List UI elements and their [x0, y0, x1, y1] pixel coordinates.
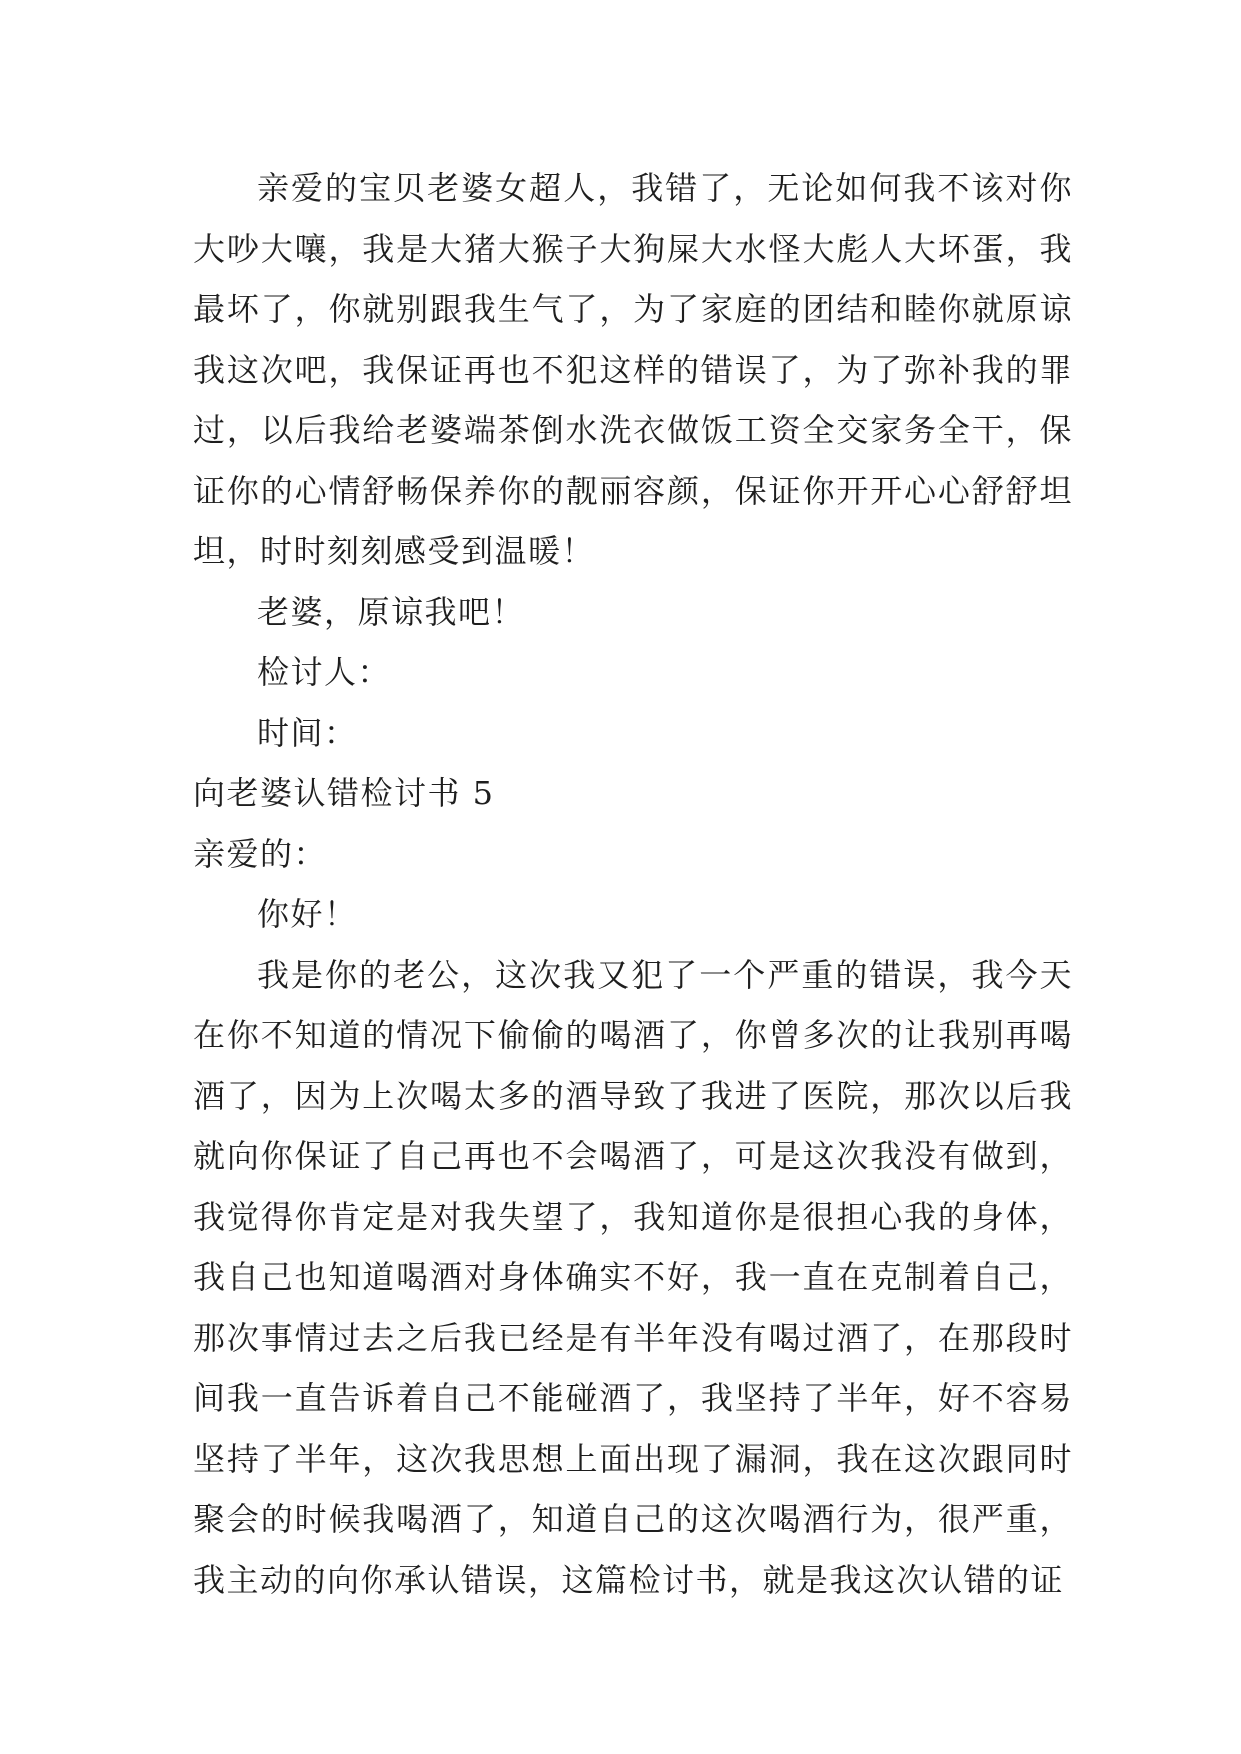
apology-paragraph-2: 我是你的老公，这次我又犯了一个严重的错误，我今天在你不知道的情况下偷偷的喝酒了，你曾多次的让我别再喝酒了，因为上次喝太多的酒导致了我进了医院，那次以后我就向你保证了自己再也不会喝酒了，可是这次我没有做到，我觉得你肯定是对我失望了，我知道你是很担心我的身体，我自己也知道喝酒对身体确实不好，我一直在克制着自己，那次事情过去之后我已经是有半年没有喝过酒了，在那段时间我一直告诉着自己不能碰酒了，我坚持了半年，好不容易坚持了半年，这次我思想上面出现了漏洞，我在这次跟同时聚会的时候我喝酒了，知道自己的这次喝酒行为，很严重，我主动的向你承认错误，这篇检讨书，就是我这次认错的证 [193, 955, 1073, 1599]
document-body [193, 158, 1073, 1610]
greeting: 你好！ [257, 895, 358, 933]
signer-label: 检讨人： [257, 653, 392, 691]
salutation: 亲爱的： [193, 834, 328, 873]
time-label: 时间： [257, 713, 358, 752]
apology-paragraph-1: 亲爱的宝贝老婆女超人，我错了，无论如何我不该对你大吵大嚷，我是大猪大猴子大狗屎大水怪大彪人大坏蛋，我最坏了，你就别跟我生气了，为了家庭的团结和睦你就原谅我这次吧，我保证再也不犯这样的错误了，为了弥补我的罪过，以后我给老婆端茶倒水洗衣做饭工资全交家务全干，保证你的心情舒畅保养你的靓丽容颜，保证你开开心心舒舒坦坦，时时刻刻感受到温暖！ [193, 169, 1073, 570]
section-title: 向老婆认错检讨书 5 [193, 774, 495, 812]
plea-line: 老婆，原谅我吧！ [257, 592, 526, 631]
